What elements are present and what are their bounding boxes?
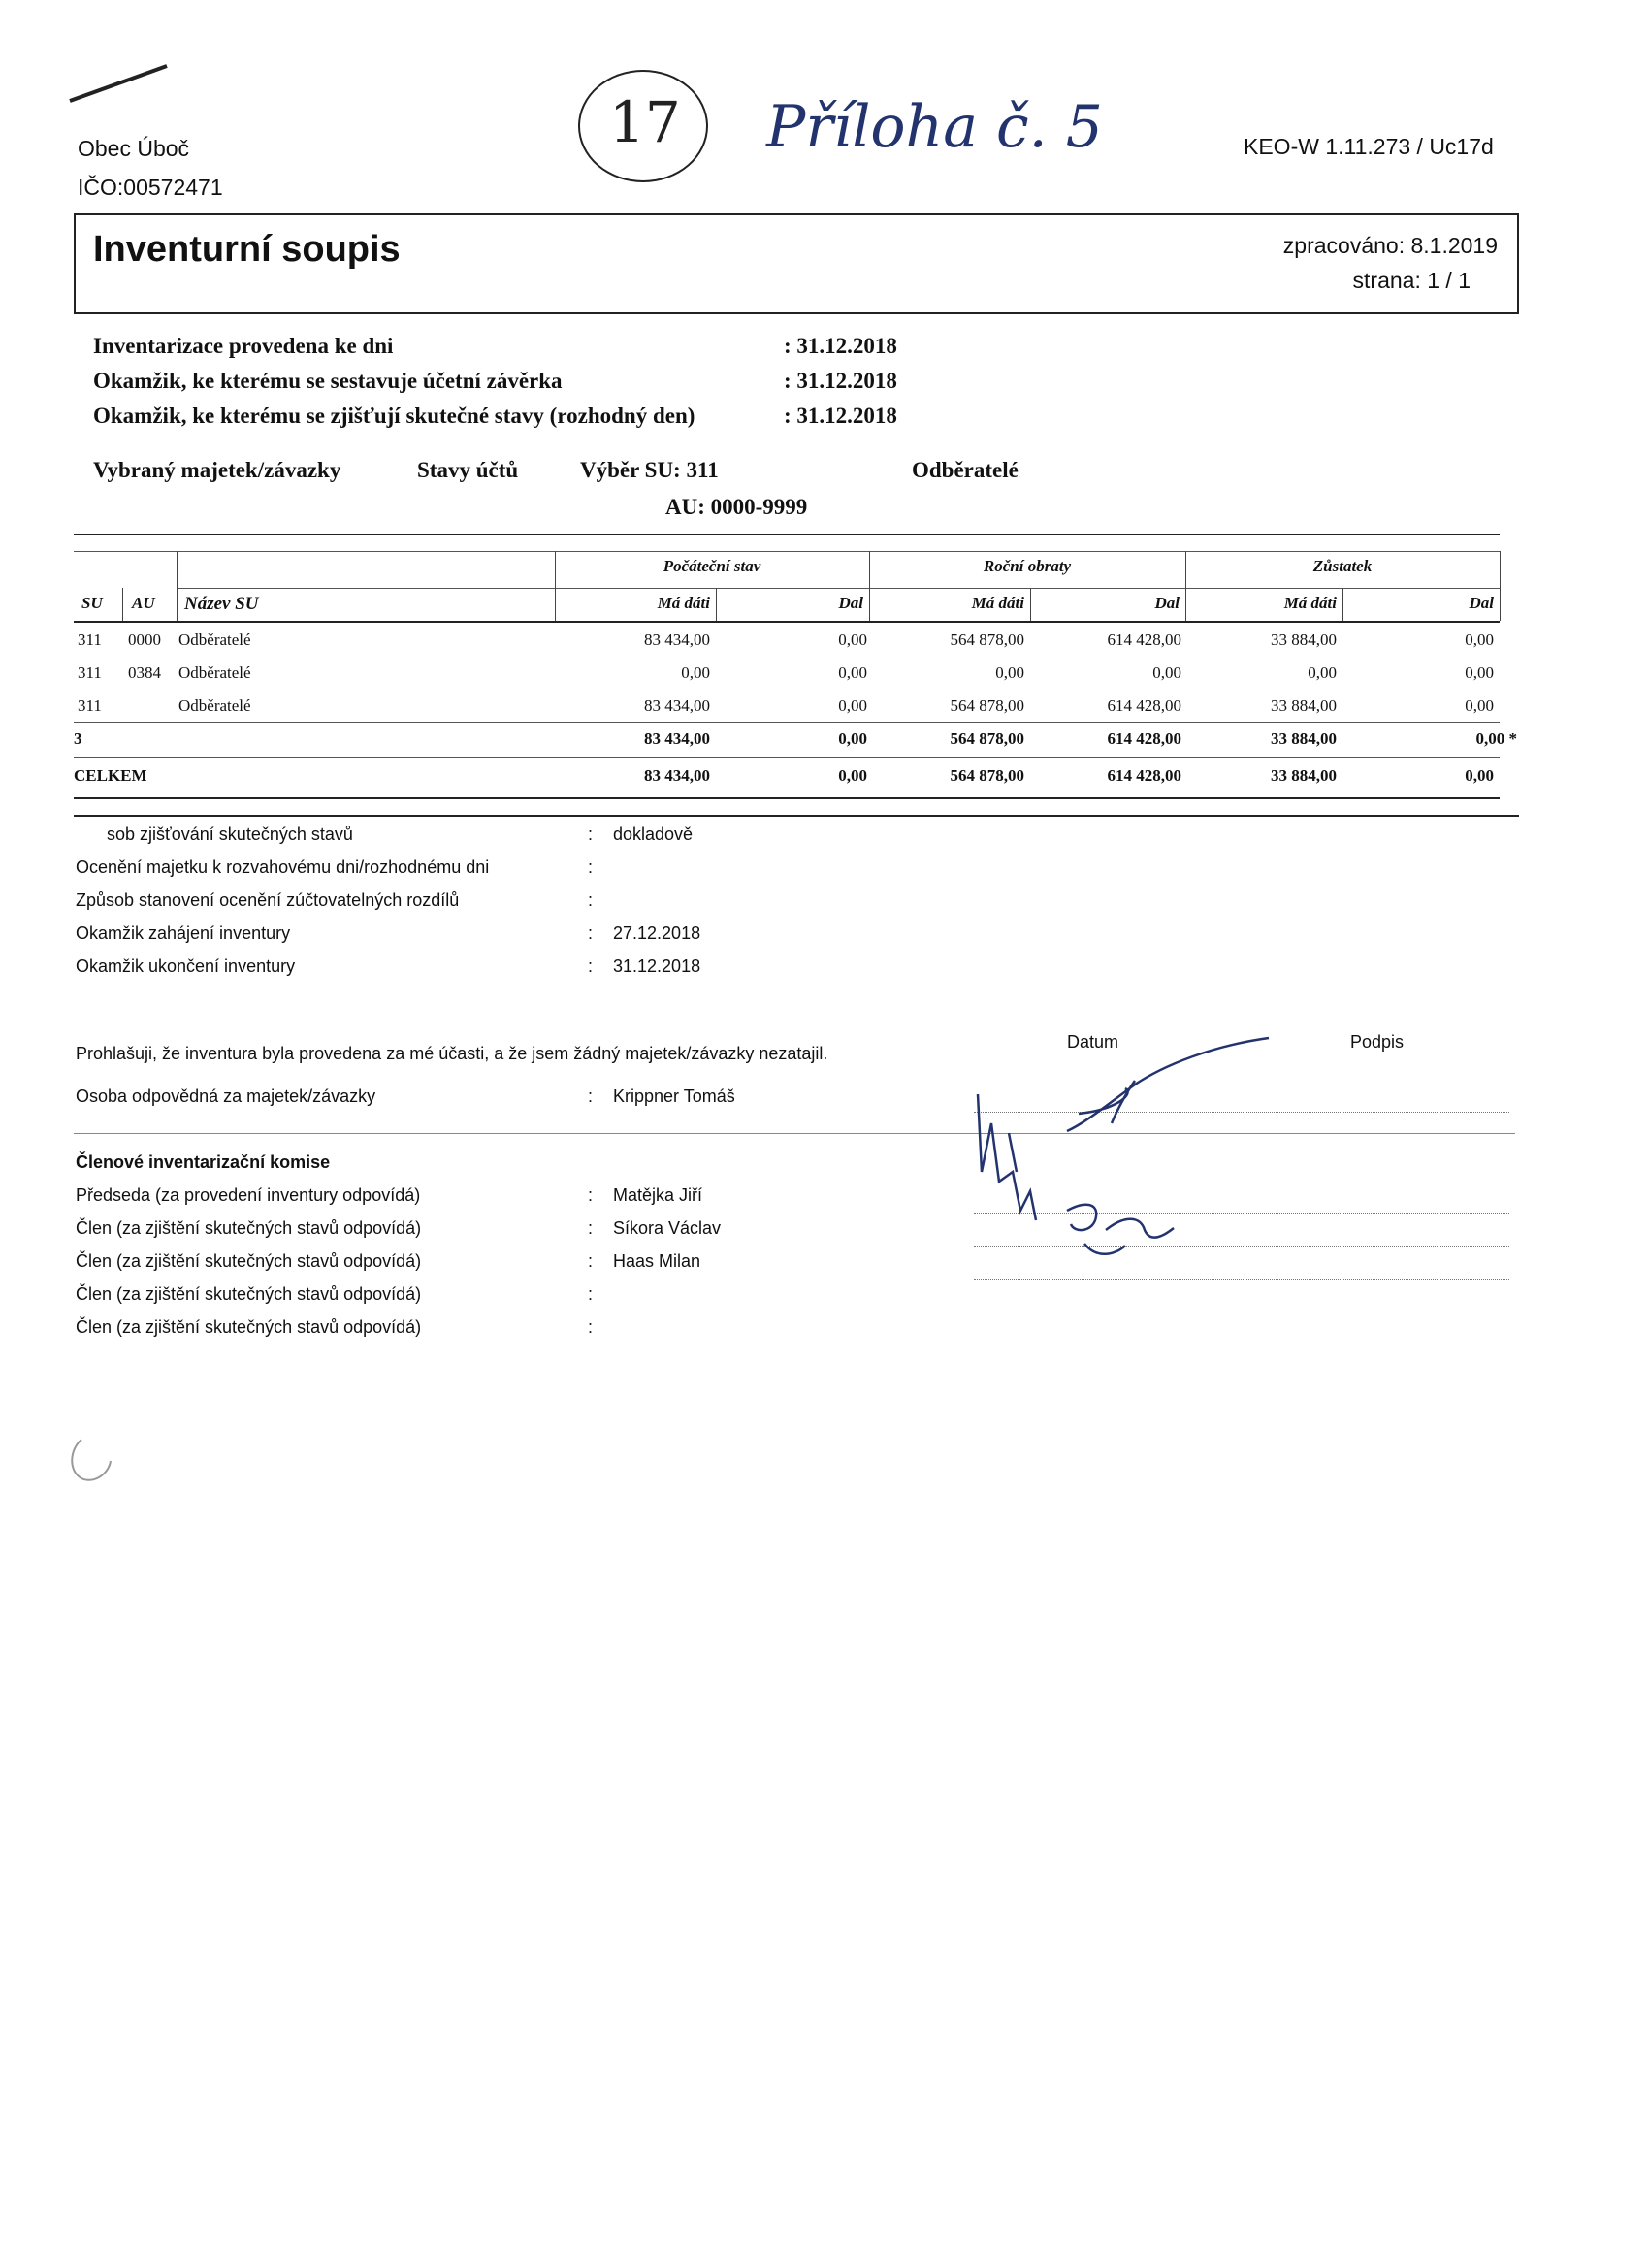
scan-mark-icon	[64, 1432, 122, 1490]
col-opening-debit: Má dáti	[657, 594, 710, 612]
signature-header: Podpis	[1350, 1032, 1405, 1052]
detail-label-3: Způsob stanovení ocenění zúčtovatelných rozdílů	[76, 891, 460, 910]
member-colon-5: :	[588, 1317, 594, 1337]
detail-label-1: sob zjišťování skutečných stavů	[107, 825, 353, 844]
table-row: 311 Odběratelé 83 434,00 0,00 564 878,00 614 428,00 33 884,00 0,00	[78, 697, 1494, 715]
org-name: Obec Úboč	[78, 136, 190, 161]
detail-label-4: Okamžik zahájení inventury	[76, 923, 291, 943]
member-name-2: Síkora Václav	[613, 1218, 722, 1238]
subtotal-row: 3 83 434,00 0,00 564 878,00 614 428,00 33 884,00 0,00 *	[74, 729, 1517, 748]
col-name: Název SU	[184, 594, 259, 614]
au-selection: AU: 0000-9999	[665, 495, 808, 519]
detail-colon-4: :	[588, 923, 594, 943]
pen-mark-icon	[66, 58, 173, 107]
col-balance-credit: Dal	[1469, 594, 1494, 612]
member-role-3: Člen (za zjištění skutečných stavů odpovídá)	[76, 1251, 422, 1271]
info-value-1: : 31.12.2018	[784, 334, 897, 358]
signature-icon	[970, 1026, 1300, 1327]
detail-colon-5: :	[588, 956, 594, 976]
detail-colon-3: :	[588, 891, 594, 910]
accounts-label: Stavy účtů	[417, 458, 519, 482]
table-row: 311 0384 Odběratelé 0,00 0,00 0,00 0,00 0,00 0,00	[78, 664, 1494, 682]
date-header: Datum	[1067, 1032, 1119, 1052]
member-role-1: Předseda (za provedení inventury odpovídá)	[76, 1185, 421, 1205]
col-au: AU	[132, 594, 155, 612]
col-turnover-debit: Má dáti	[971, 594, 1024, 612]
handwritten-number: 17	[609, 89, 681, 155]
detail-colon-2: :	[588, 858, 594, 877]
responsible-colon: :	[588, 1086, 594, 1106]
col-su: SU	[81, 594, 103, 612]
col-balance-debit: Má dáti	[1283, 594, 1337, 612]
processed-date: zpracováno: 8.1.2019	[1282, 233, 1498, 258]
total-row: CELKEM 83 434,00 0,00 564 878,00 614 428,00 33 884,00 0,00	[74, 766, 1494, 785]
member-name-3: Haas Milan	[613, 1251, 701, 1271]
detail-label-5: Okamžik ukončení inventury	[76, 956, 296, 976]
info-label-2: Okamžik, ke kterému se sestavuje účetní závěrka	[93, 369, 563, 393]
detail-value-5: 31.12.2018	[613, 956, 701, 976]
col-turnover-credit: Dal	[1154, 594, 1180, 612]
member-name-1: Matějka Jiří	[613, 1185, 703, 1205]
member-colon-4: :	[588, 1284, 594, 1304]
member-role-5: Člen (za zjištění skutečných stavů odpovídá)	[76, 1317, 422, 1337]
org-ico: IČO:00572471	[78, 175, 223, 200]
title-box	[74, 213, 1519, 314]
group-opening-balance: Počáteční stav	[663, 557, 761, 575]
detail-label-2: Ocenění majetku k rozvahovému dni/rozhodnému dni	[76, 858, 490, 877]
member-colon-1: :	[588, 1185, 594, 1205]
member-role-4: Člen (za zjištění skutečných stavů odpovídá)	[76, 1284, 422, 1304]
document-reference: KEO-W 1.11.273 / Uc17d	[1244, 134, 1494, 159]
table-row: 311 0000 Odběratelé 83 434,00 0,00 564 878,00 614 428,00 33 884,00 0,00	[78, 631, 1494, 649]
selected-assets-label: Vybraný majetek/závazky	[93, 458, 341, 482]
responsible-label: Osoba odpovědná za majetek/závazky	[76, 1086, 376, 1106]
commission-title: Členové inventarizační komise	[76, 1152, 331, 1172]
responsible-name: Krippner Tomáš	[613, 1086, 735, 1106]
col-opening-credit: Dal	[838, 594, 863, 612]
detail-value-4: 27.12.2018	[613, 923, 701, 943]
member-role-2: Člen (za zjištění skutečných stavů odpovídá)	[76, 1218, 422, 1238]
info-label-3: Okamžik, ke kterému se zjišťují skutečné stavy (rozhodný den)	[93, 404, 695, 428]
su-selection: Výběr SU: 311	[580, 458, 719, 482]
selection-group: Odběratelé	[912, 458, 1018, 482]
handwritten-note: Příloha č. 5	[766, 93, 1103, 161]
detail-colon-1: :	[588, 825, 594, 844]
member-colon-2: :	[588, 1218, 594, 1238]
info-label-1: Inventarizace provedena ke dni	[93, 334, 394, 358]
group-annual-turnover: Roční obraty	[983, 557, 1072, 575]
group-balance: Zůstatek	[1312, 557, 1373, 575]
page-number: strana: 1 / 1	[1352, 268, 1471, 293]
handwritten-circle-number	[578, 70, 708, 182]
member-colon-3: :	[588, 1251, 594, 1271]
page-title: Inventurní soupis	[93, 229, 401, 270]
info-value-2: : 31.12.2018	[784, 369, 897, 393]
detail-value-1: dokladově	[613, 825, 694, 844]
info-value-3: : 31.12.2018	[784, 404, 897, 428]
declaration-text: Prohlašuji, že inventura byla provedena za mé účasti, a že jsem žádný majetek/závazky nezatajil.	[76, 1044, 828, 1063]
